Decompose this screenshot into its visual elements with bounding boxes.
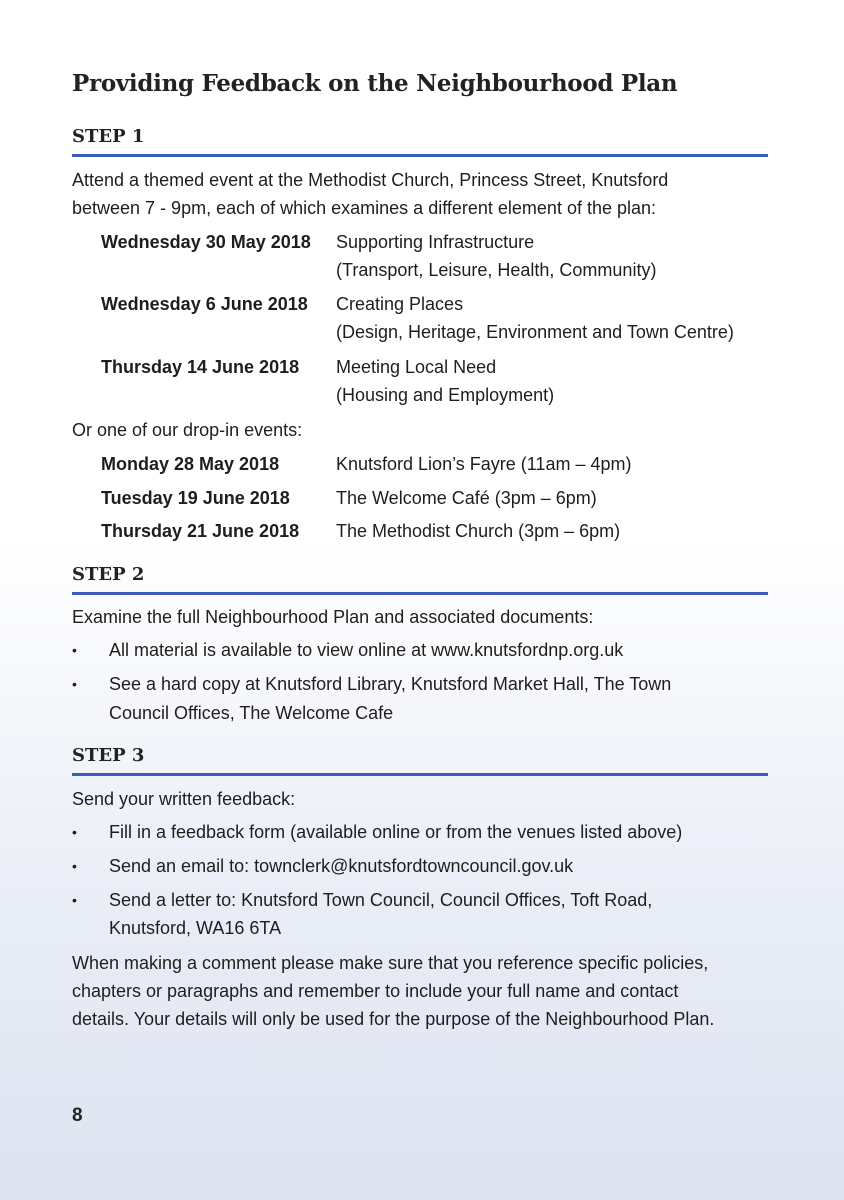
step1-heading [72, 124, 768, 157]
event-date: Tuesday 19 June 2018 [101, 488, 290, 508]
step1-intro-line1: Attend a themed event at the Methodist Church, Princess Street, Knutsford [72, 170, 669, 190]
bullet-icon: • [72, 892, 77, 908]
event-title: Creating Places [336, 294, 464, 314]
step2-heading-text: STEP 2 [72, 564, 145, 585]
list-item-text: See a hard copy at Knutsford Library, Knutsford Market Hall, The Town [109, 674, 672, 694]
event-date: Thursday 21 June 2018 [101, 521, 300, 541]
step3-heading-text: STEP 3 [72, 745, 145, 766]
bullet-icon: • [72, 824, 77, 840]
event-date: Wednesday 6 June 2018 [101, 294, 308, 314]
list-item-text: Send a letter to: Knutsford Town Council, Council Offices, Toft Road, [109, 890, 653, 910]
event-topics: (Housing and Employment) [336, 385, 555, 405]
step2-intro: Examine the full Neighbourhood Plan and associated documents: [72, 607, 594, 627]
bullet-icon: • [72, 858, 77, 874]
event-venue: Knutsford Lion’s Fayre (11am – 4pm) [336, 454, 632, 474]
list-item-text-cont: Council Offices, The Welcome Cafe [109, 703, 394, 723]
list-item-text: Send an email to: townclerk@knutsfordtowncouncil.gov.uk [109, 856, 574, 876]
step3-intro: Send your written feedback: [72, 789, 296, 809]
event-topics: (Transport, Leisure, Health, Community) [336, 260, 657, 280]
event-date: Wednesday 30 May 2018 [101, 232, 311, 252]
event-date: Monday 28 May 2018 [101, 454, 280, 474]
bullet-icon: • [72, 676, 77, 692]
step3-heading [72, 743, 768, 776]
list-item-text: All material is available to view online at www.knutsfordnp.org.uk [109, 640, 624, 660]
list-item-text-cont: Knutsford, WA16 6TA [109, 918, 282, 938]
event-date: Thursday 14 June 2018 [101, 357, 300, 377]
event-topics: (Design, Heritage, Environment and Town Centre) [336, 322, 734, 342]
event-title: Supporting Infrastructure [336, 232, 535, 252]
event-venue: The Welcome Café (3pm – 6pm) [336, 488, 597, 508]
closing-note-line2: chapters or paragraphs and remember to include your full name and contact [72, 981, 679, 1001]
step2-heading [72, 562, 768, 595]
list-item-text: Fill in a feedback form (available online or from the venues listed above) [109, 822, 683, 842]
closing-note-line1: When making a comment please make sure that you reference specific policies, [72, 953, 709, 973]
bullet-icon: • [72, 642, 77, 658]
dropin-intro: Or one of our drop-in events: [72, 420, 303, 440]
closing-note-line3: details. Your details will only be used for the purpose of the Neighbourhood Plan. [72, 1009, 715, 1029]
page-number: 8 [72, 1105, 83, 1126]
step1-heading-text: STEP 1 [72, 126, 145, 147]
page-title: Providing Feedback on the Neighbourhood Plan [72, 70, 678, 97]
event-title: Meeting Local Need [336, 357, 497, 377]
event-venue: The Methodist Church (3pm – 6pm) [336, 521, 621, 541]
step1-intro-line2: between 7 - 9pm, each of which examines a different element of the plan: [72, 198, 657, 218]
